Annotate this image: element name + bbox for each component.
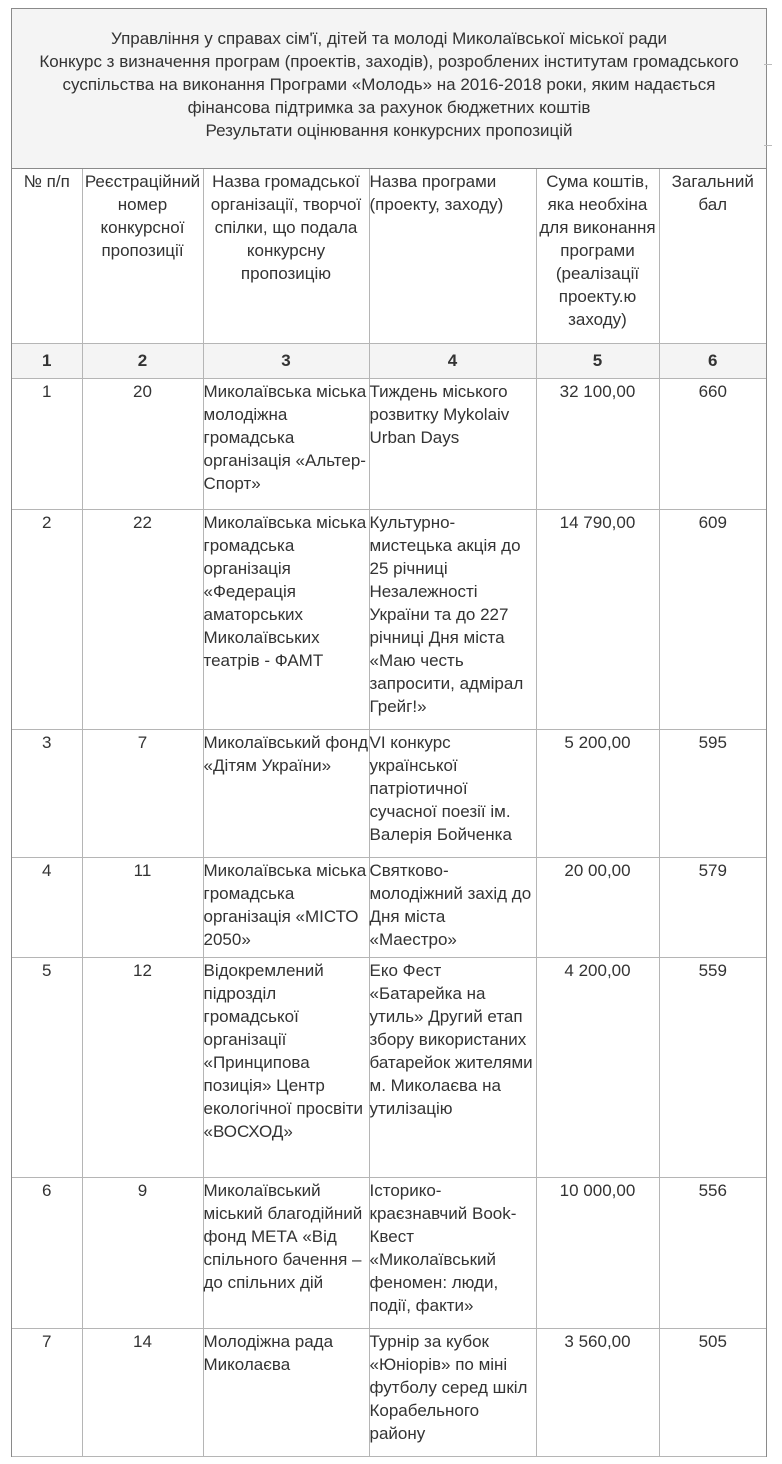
row-number: 6 <box>12 1177 82 1328</box>
funding-sum: 20 00,00 <box>536 857 659 957</box>
table-row <box>12 1328 766 1456</box>
row-number: 1 <box>12 378 82 509</box>
organization-name: Відокремлений підрозділ громадської організації «Принципова позиція» Центр екологічної просвіти «ВОСХОД» <box>203 957 369 1177</box>
results-table <box>12 169 766 1457</box>
column-header-sum: Сума коштів, яка необхіна для виконання програми (реалізації проекту.ю заходу) <box>536 169 659 343</box>
column-number: 4 <box>369 343 536 378</box>
column-number: 1 <box>12 343 82 378</box>
column-number: 6 <box>659 343 766 378</box>
edge-divider <box>764 145 772 146</box>
organization-name: Молодіжна рада Миколаєва <box>203 1328 369 1456</box>
table-row <box>12 729 766 857</box>
column-header-organization: Назва громадської організації, творчої спілки, що подала конкурсну пропозицію <box>203 169 369 343</box>
registration-number: 12 <box>82 957 203 1177</box>
total-score: 505 <box>659 1328 766 1456</box>
total-score: 595 <box>659 729 766 857</box>
program-name: Святково-молодіжний захід до Дня міста «Маестро» <box>369 857 536 957</box>
registration-number: 11 <box>82 857 203 957</box>
edge-divider <box>764 64 772 65</box>
table-row <box>12 509 766 729</box>
header-line-funding: фінансова підтримка за рахунок бюджетних коштів <box>187 98 591 117</box>
header-line-results: Результати оцінювання конкурсних пропозицій <box>205 121 573 140</box>
registration-number: 7 <box>82 729 203 857</box>
total-score: 579 <box>659 857 766 957</box>
funding-sum: 10 000,00 <box>536 1177 659 1328</box>
table-row <box>12 957 766 1177</box>
program-name: Еко Фест «Батарейка на утиль» Другий етап збору використаних батарейок жителями м. Миколаєва на утилізацію <box>369 957 536 1177</box>
registration-number: 20 <box>82 378 203 509</box>
column-header-score: Загальний бал <box>659 169 766 343</box>
organization-name: Миколаївська міська громадська організація «МІСТО 2050» <box>203 857 369 957</box>
organization-name: Миколаївський фонд «Дітям України» <box>203 729 369 857</box>
total-score: 559 <box>659 957 766 1177</box>
program-name: Історико-краєзнавчий Book-Квест «Миколаївський феномен: люди, події, факти» <box>369 1177 536 1328</box>
row-number: 2 <box>12 509 82 729</box>
program-name: VI конкурс української патріотичної сучасної поезії ім. Валерія Бойченка <box>369 729 536 857</box>
row-number: 7 <box>12 1328 82 1456</box>
table-row <box>12 1177 766 1328</box>
header-line-contest: Конкурс з визначення програм (проектів, заходів), розроблених інститутам громадського <box>39 52 739 71</box>
column-number: 5 <box>536 343 659 378</box>
funding-sum: 5 200,00 <box>536 729 659 857</box>
document-header <box>12 9 766 169</box>
column-header-registration: Реєстраційний номер конкурсної пропозиції <box>82 169 203 343</box>
row-number: 3 <box>12 729 82 857</box>
table-row <box>12 857 766 957</box>
organization-name: Миколаївський міський благодійний фонд МЕТА «Від спільного бачення – до спільних дій <box>203 1177 369 1328</box>
header-line-department: Управління у справах сім'ї, дітей та молоді Миколаївської міської ради <box>111 29 667 48</box>
total-score: 609 <box>659 509 766 729</box>
total-score: 660 <box>659 378 766 509</box>
funding-sum: 4 200,00 <box>536 957 659 1177</box>
column-number: 3 <box>203 343 369 378</box>
row-number: 4 <box>12 857 82 957</box>
funding-sum: 32 100,00 <box>536 378 659 509</box>
program-name: Тиждень міського розвитку Mykolaiv Urban Days <box>369 378 536 509</box>
organization-name: Миколаївська міська громадська організація «Федерація аматорських Миколаївських театрів - ФАМТ <box>203 509 369 729</box>
program-name: Турнір за кубок «Юніорів» по міні футболу серед шкіл Корабельного району <box>369 1328 536 1456</box>
column-header-number: № п/п <box>12 169 82 343</box>
organization-name: Миколаївська міська молодіжна громадська організація «Альтер-Спорт» <box>203 378 369 509</box>
registration-number: 22 <box>82 509 203 729</box>
registration-number: 14 <box>82 1328 203 1456</box>
registration-number: 9 <box>82 1177 203 1328</box>
column-number: 2 <box>82 343 203 378</box>
header-line-program: суспільства на виконання Програми «Молодь» на 2016-2018 роки, яким надається <box>62 75 716 94</box>
table-row <box>12 378 766 509</box>
document-frame <box>11 8 767 1457</box>
table-header-row <box>12 169 766 343</box>
column-header-program: Назва програми (проекту, заходу) <box>369 169 536 343</box>
funding-sum: 14 790,00 <box>536 509 659 729</box>
total-score: 556 <box>659 1177 766 1328</box>
row-number: 5 <box>12 957 82 1177</box>
funding-sum: 3 560,00 <box>536 1328 659 1456</box>
program-name: Культурно-мистецька акція до 25 річниці Незалежності України та до 227 річниці Дня міста «Маю честь запросити, адмірал Грейг!» <box>369 509 536 729</box>
column-number-row <box>12 343 766 378</box>
